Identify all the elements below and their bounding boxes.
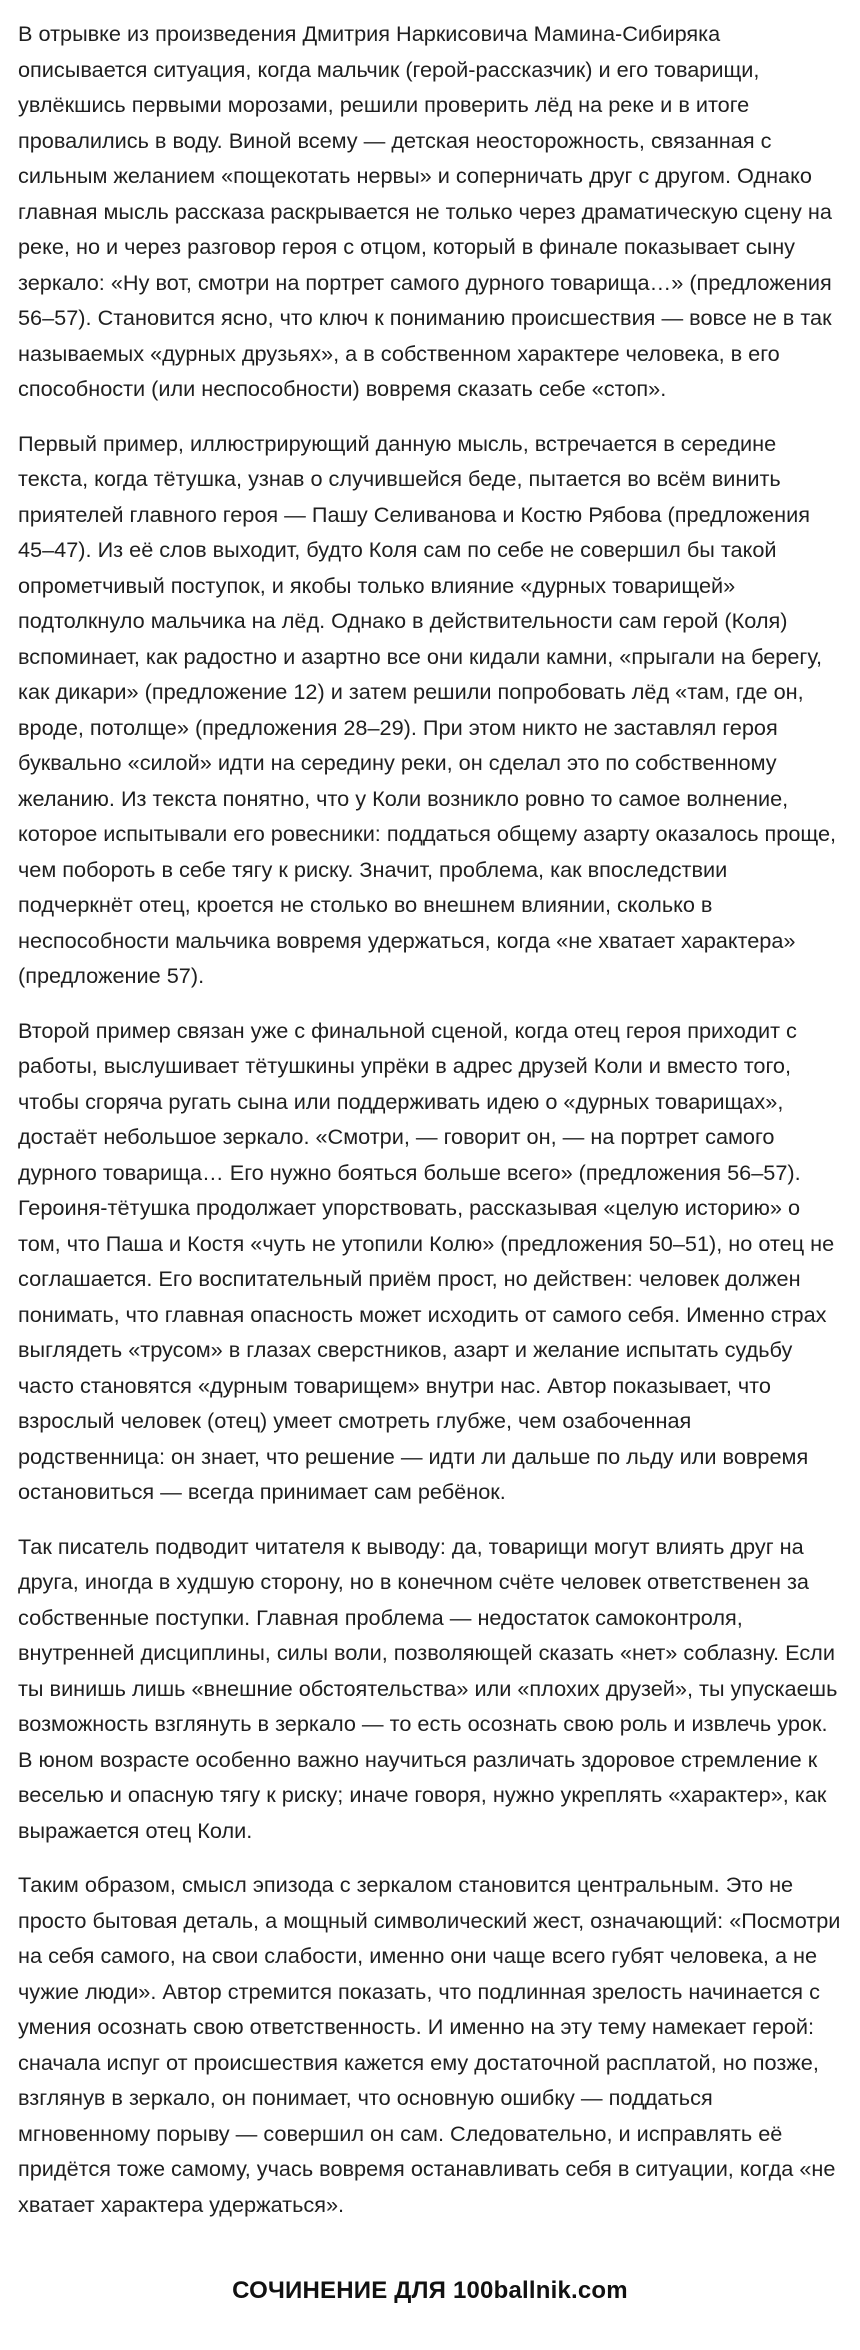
- essay-paragraph-2: Первый пример, иллюстрирующий данную мысль, встречается в середине текста, когда тётушка, узнав о случившейся беде, пытается во всём винить приятелей главного героя — Пашу Селиванова и Костю Рябова (предложения 45–47). Из её слов выходит, будто Коля сам по себе не совершил бы такой опрометчивый поступок, и якобы только влияние «дурных товарищей» подтолкнуло мальчика на лёд. Однако в действительности сам герой (Коля) вспоминает, как радостно и азартно все они кидали камни, «прыгали на берегу, как дикари» (предложение 12) и затем решили попробовать лёд «там, где он, вроде, потолще» (предложения 28–29). При этом никто не заставлял героя буквально «силой» идти на середину реки, он сделал это по собственному желанию. Из текста понятно, что у Коли возникло ровно то самое волнение, которое испытывали его ровесники: поддаться общему азарту оказалось проще, чем побороть в себе тягу к риску. Значит, проблема, как впоследствии подчеркнёт отец, кроется не столько во внешнем влиянии, сколько в неспособности мальчика вовремя удержаться, когда «не хватает характера» (предложение 57).: [18, 430, 837, 988]
- essay-paragraph-5: Таким образом, смысл эпизода с зеркалом становится центральным. Это не просто бытовая деталь, а мощный символический жест, означающий: «Посмотри на себя самого, на свои слабости, именно они чаще всего губят человека, а не чужие люди». Автор стремится показать, что подлинная зрелость начинается с умения осознать свою ответственность. И именно на эту тему намекает герой: сначала испуг от происшествия кажется ему достаточной расплатой, но позже, взглянув в зеркало, он понимает, что основную ошибку — поддаться мгновенному порыву — совершил он сам. Следовательно, и исправлять её придётся тоже самому, учась вовремя останавливать себя в ситуации, когда «не хватает характера удержаться».: [18, 1872, 841, 2217]
- footer-credit: СОЧИНЕНИЕ ДЛЯ 100ballnik.com: [232, 2277, 628, 2304]
- essay-paragraph-3: Второй пример связан уже с финальной сценой, когда отец героя приходит с работы, выслушивает тётушкины упрёки в адрес друзей Коли и вместо того, чтобы сгоряча ругать сына или поддерживать идею о «дурных товарищах», достаёт небольшое зеркало. «Смотри, — говорит он, — на портрет самого дурного товарища… Его нужно бояться больше всего» (предложения 56–57). Героиня-тётушка продолжает упорствовать, рассказывая «целую историю» о том, что Паша и Костя «чуть не утопили Колю» (предложения 50–51), но отец не соглашается. Его воспитательный приём прост, но действен: человек должен понимать, что главная опасность может исходить от самого себя. Именно страх выглядеть «трусом» в глазах сверстников, азарт и желание испытать судьбу часто становятся «дурным товарищем» внутри нас. Автор показывает, что взрослый человек (отец) умеет смотреть глубже, чем озабоченная родственница: он знает, что решение — идти ли дальше по льду или вовремя остановиться — всегда принимает сам ребёнок.: [18, 1017, 835, 1504]
- essay-paragraph-1: В отрывке из произведения Дмитрия Наркисовича Мамина-Сибиряка описывается ситуация, когда мальчик (герой-рассказчик) и его товарищи, увлёкшись первыми морозами, решили проверить лёд на реке и в итоге провалились в воду. Виной всему — детская неосторожность, связанная с сильным желанием «пощекотать нервы» и соперничать друг с другом. Однако главная мысль рассказа раскрывается не только через драматическую сцену на реке, но и через разговор героя с отцом, который в финале показывает сыну зеркало: «Ну вот, смотри на портрет самого дурного товарища…» (предложения 56–57). Становится ясно, что ключ к пониманию происшествия — вовсе не в так называемых «дурных друзьях», а в собственном характере человека, в его способности (или неспособности) вовремя сказать себе «стоп».: [18, 21, 832, 401]
- essay-paragraph-4: Так писатель подводит читателя к выводу: да, товарищи могут влиять друг на друга, иногда в худшую сторону, но в конечном счёте человек ответственен за собственные поступки. Главная проблема — недостаток самоконтроля, внутренней дисциплины, силы воли, позволяющей сказать «нет» соблазну. Если ты винишь лишь «внешние обстоятельства» или «плохих друзей», ты упускаешь возможность взглянуть в зеркало — то есть осознать свою роль и извлечь урок. В юном возрасте особенно важно научиться различать здоровое стремление к веселью и опасную тягу к риску; иначе говоря, нужно укреплять «характер», как выражается отец Коли.: [18, 1533, 838, 1843]
- essay-body: [0, 16, 860, 2241]
